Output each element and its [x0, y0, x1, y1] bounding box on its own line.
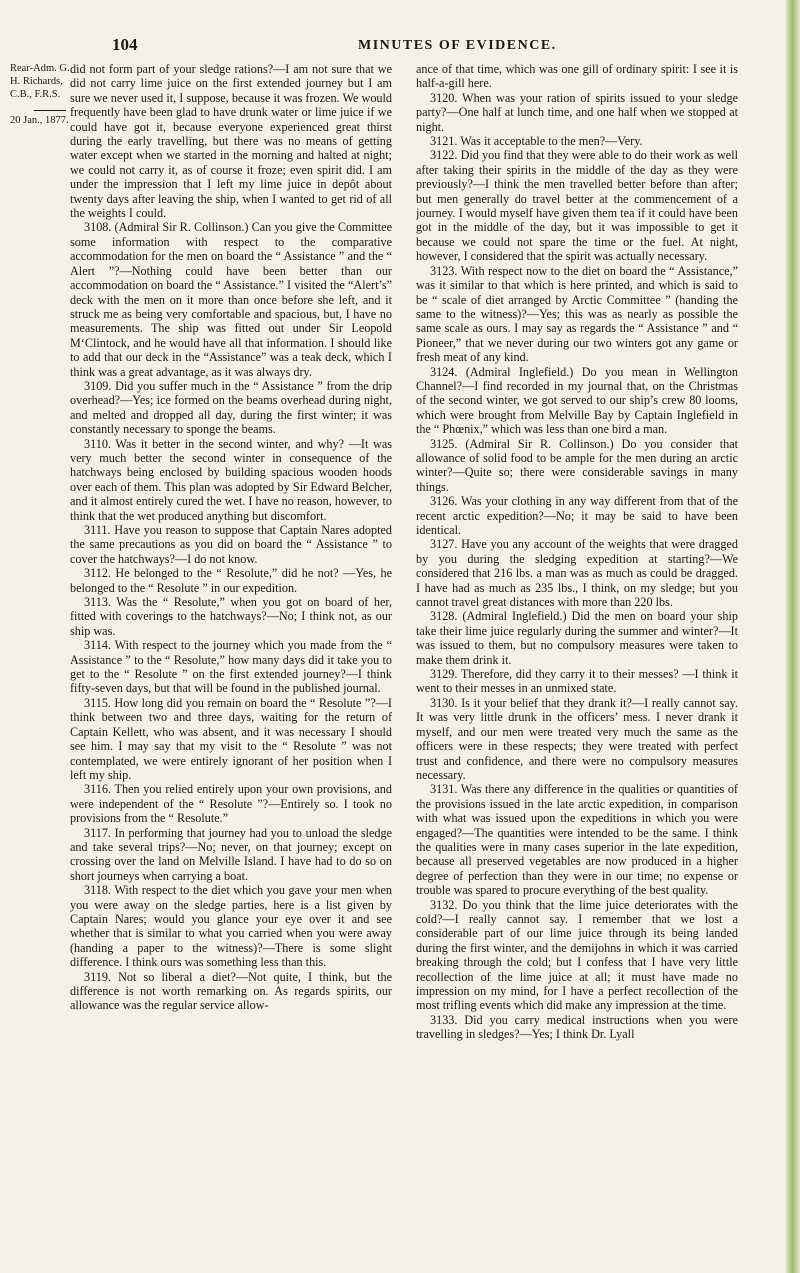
- paragraph: 3116. Then you relied entirely upon your own provisions, and were independent of the “ Resolute ”?—Entirely so. I took no provisions from the “ Resolute.”: [70, 782, 392, 826]
- paragraph: 3124. (Admiral Inglefield.) Do you mean in Wellington Channel?—I find recorded in my journal that, on the Christmas of the second winter, we got served to our ship’s crew 80 looms, which were brought from Melville Bay by Captain Inglefield in the “ Phœnix,” which was less than one bird a man.: [416, 364, 738, 437]
- paragraph: 3123. With respect now to the diet on board the “ Assistance,” was it similar to that which is here printed, and which is said to be “ scale of diet arranged by Arctic Committee ” (handing the same to the witness)?—Yes; this was as nearly as possible the same scale as ours. I may say as regards the “ Assistance ” and “ Pioneer,” that we never during our two winters got any game or fresh meat of any kind.: [416, 263, 738, 365]
- page-number: 104: [112, 35, 138, 54]
- paragraph: 3111. Have you reason to suppose that Captain Nares adopted the same precautions as you did on board the “ Assistance ” to cover the hatchways?—I do not know.: [70, 523, 392, 566]
- paragraph: 3112. He belonged to the “ Resolute,” did he not? —Yes, he belonged to the “ Resolute ” in our expedition.: [70, 566, 392, 595]
- paragraph: 3109. Did you suffer much in the “ Assistance ” from the drip overhead?—Yes; ice formed on the beams overhead during night, and melted and dropped all day, during the first winter; it was constantly necessary to sponge the beams.: [70, 378, 392, 437]
- paragraph: 3128. (Admiral Inglefield.) Did the men on board your ship take their lime juice regularly during the summer and winter?—It was issued to them, but no compulsory measures were taken to make them drink it.: [416, 609, 738, 667]
- paragraph: 3126. Was your clothing in any way different from that of the recent arctic expedition?—No; it may be said to have been identical.: [416, 494, 738, 537]
- paragraph: 3119. Not so liberal a diet?—Not quite, I think, but the difference is not worth remarking on. As regards spirits, our allowance was the regular service allow-: [70, 969, 392, 1013]
- paragraph: 3113. Was the “ Resolute,” when you got on board of her, fitted with coverings to the hatchways?—No; I think not, as our ship was.: [70, 595, 392, 638]
- paragraph: 3130. Is it your belief that they drank it?—I really cannot say. It was very little drunk in the officers’ mess. I never drank it myself, and our men were treated very much the same as the officers were in these respects; they were treated with perfect trust and confidence, and there were no compulsory measures necessary.: [416, 695, 738, 782]
- paragraph: 3117. In performing that journey had you to unload the sledge and take several trips?—No; never, on that journey; except on crossing over the land on Melville Island. I have had to do so on short journeys when carrying a boat.: [70, 825, 392, 883]
- paragraph: 3131. Was there any difference in the qualities or quantities of the provisions issued in the late arctic expedition, in comparison with what was issued upon the expeditions in which you were engaged?—The quantities were intended to be the same. I think the qualities were in many cases superior in the late expedition, because all preserved vegetables are now produced in a higher degree of perfection than they were in our time; no expense or trouble was spared to procure everything of the best quality.: [416, 782, 738, 898]
- paragraph: 3115. How long did you remain on board the “ Resolute ”?—I think between two and three days, waiting for the return of Captain Kellett, who was absent, and it was necessary I should see him. I may say that my visit to the “ Resolute ” was not contemplated, we were entirely ignorant of her position when I left my ship.: [70, 695, 392, 782]
- paragraph: 3129. Therefore, did they carry it to their messes? —I think it went to their messes in an unmixed state.: [416, 667, 738, 696]
- margin-rule: [34, 110, 66, 111]
- paragraph: 3114. With respect to the journey which you made from the “ Assistance ” to the “ Resolute,” how many days did it take you to get to the “ Resolute ” on the first extended journey?—I think fifty-seven days, but that will be found in the published journal.: [70, 638, 392, 696]
- paragraph: 3118. With respect to the diet which you gave your men when you were away on the sledge parties, here is a list given by Captain Nares; would you glance your eye over it and see whether that is similar to what you carried when you were away (handing a paper to the witness)?—There is some slight difference. I think ours was something less than this.: [70, 883, 392, 970]
- paragraph: 3108. (Admiral Sir R. Collinson.) Can you give the Committee some information with respect to the comparative accommodation for the men on board the “ Assistance ” and the “ Alert ”?—Nothing could have been better than our accommodation on board the “ Assistance.” I visited the “Alert’s” deck with the men on it more than once before she left, and it struck me as being very comfortable and spacious, but, I have no measurements. The ship was fitted out under Sir Leopold M‘Clintock, and he would have all that information. I should like to add that our deck in the “Assistance” was a teak deck, which I think was a great advantage, as it was always dry.: [70, 220, 392, 379]
- paragraph: 3121. Was it acceptable to the men?—Very.: [430, 134, 643, 149]
- margin-date-note: 20 Jan., 1877.: [10, 115, 69, 126]
- paragraph: 3120. When was your ration of spirits issued to your sledge party?—One half at lunch time, and one half when we stopped at night.: [416, 90, 738, 134]
- page-edge-strip: [786, 0, 800, 1273]
- right-text-column: [416, 62, 738, 1252]
- paragraph: 3125. (Admiral Sir R. Collinson.) Do you consider that allowance of solid food to be ample for the men during an arctic winter?—Quite so; there were considerable savings in many things.: [416, 436, 738, 494]
- paragraph: ance of that time, which was one gill of ordinary spirit: I see it is half-a-gill here.: [416, 62, 738, 91]
- paragraph: did not form part of your sledge rations?—I am not sure that we did not carry lime juice on the first extended journey but I am sure we never used it, I suppose, because it was frozen. We would frequently have been glad to have drunk water or lime juice if we could have got it, because everyone experienced great thirst during the early travelling, but there was no means of getting water except when we started in the morning and halted at night; we could not carry it, as of course it froze; even spirit did. I am under the impression that I left my lime juice in depôt about twenty days after leaving the ship, when I wanted to get rid of all the weights I could.: [70, 62, 392, 221]
- paragraph: 3110. Was it better in the second winter, and why? —It was very much better the second winter in consequence of the hatchways being enclosed by building spacious wooden hoods over each of them. This plan was adopted by Sir Edward Belcher, and it almost entirely cured the wet. I have no reason, however, to think that the wet produced anything but discomfort.: [70, 436, 392, 523]
- paragraph: 3122. Did you find that they were able to do their work as well after taking their spirits in the middle of the day as they were previously?—I think the men travelled better before than after; but men generally do travel better at the commencement of a journey. I would myself have given them tea if it could have been got in the middle of the day, but it was impossible to get it because we could not spare the time or the fuel. At night, however, I considered that the spirit was actually necessary.: [416, 148, 738, 264]
- paragraph: 3127. Have you any account of the weights that were dragged by you during the sledging expedition at starting?—We considered that 216 lbs. a man was as much as could be dragged. I have had as much as 235 lbs., I think, on my sledge; but you cannot travel great distances with more than 220 lbs.: [416, 537, 738, 610]
- running-head: MINUTES OF EVIDENCE.: [358, 38, 557, 53]
- paragraph: 3132. Do you think that the lime juice deteriorates with the cold?—I really cannot say. I remember that we lost a considerable part of our lime juice through its being landed during the first winter, and the demijohns in which it was carried breaking through the cold; but I confess that I have very little recollection of the lime juice at all; it must have made no impression on my mind, for I have a perfect recollection of the most trifling events which did make any impression at the time.: [416, 897, 738, 1013]
- margin-witness-note: Rear-Adm. G. H. Richards, C.B., F.R.S.: [10, 63, 70, 100]
- paragraph: 3133. Did you carry medical instructions when you were travelling in sledges?—Yes; I think Dr. Lyall: [416, 1012, 738, 1042]
- left-text-column: [70, 62, 392, 1252]
